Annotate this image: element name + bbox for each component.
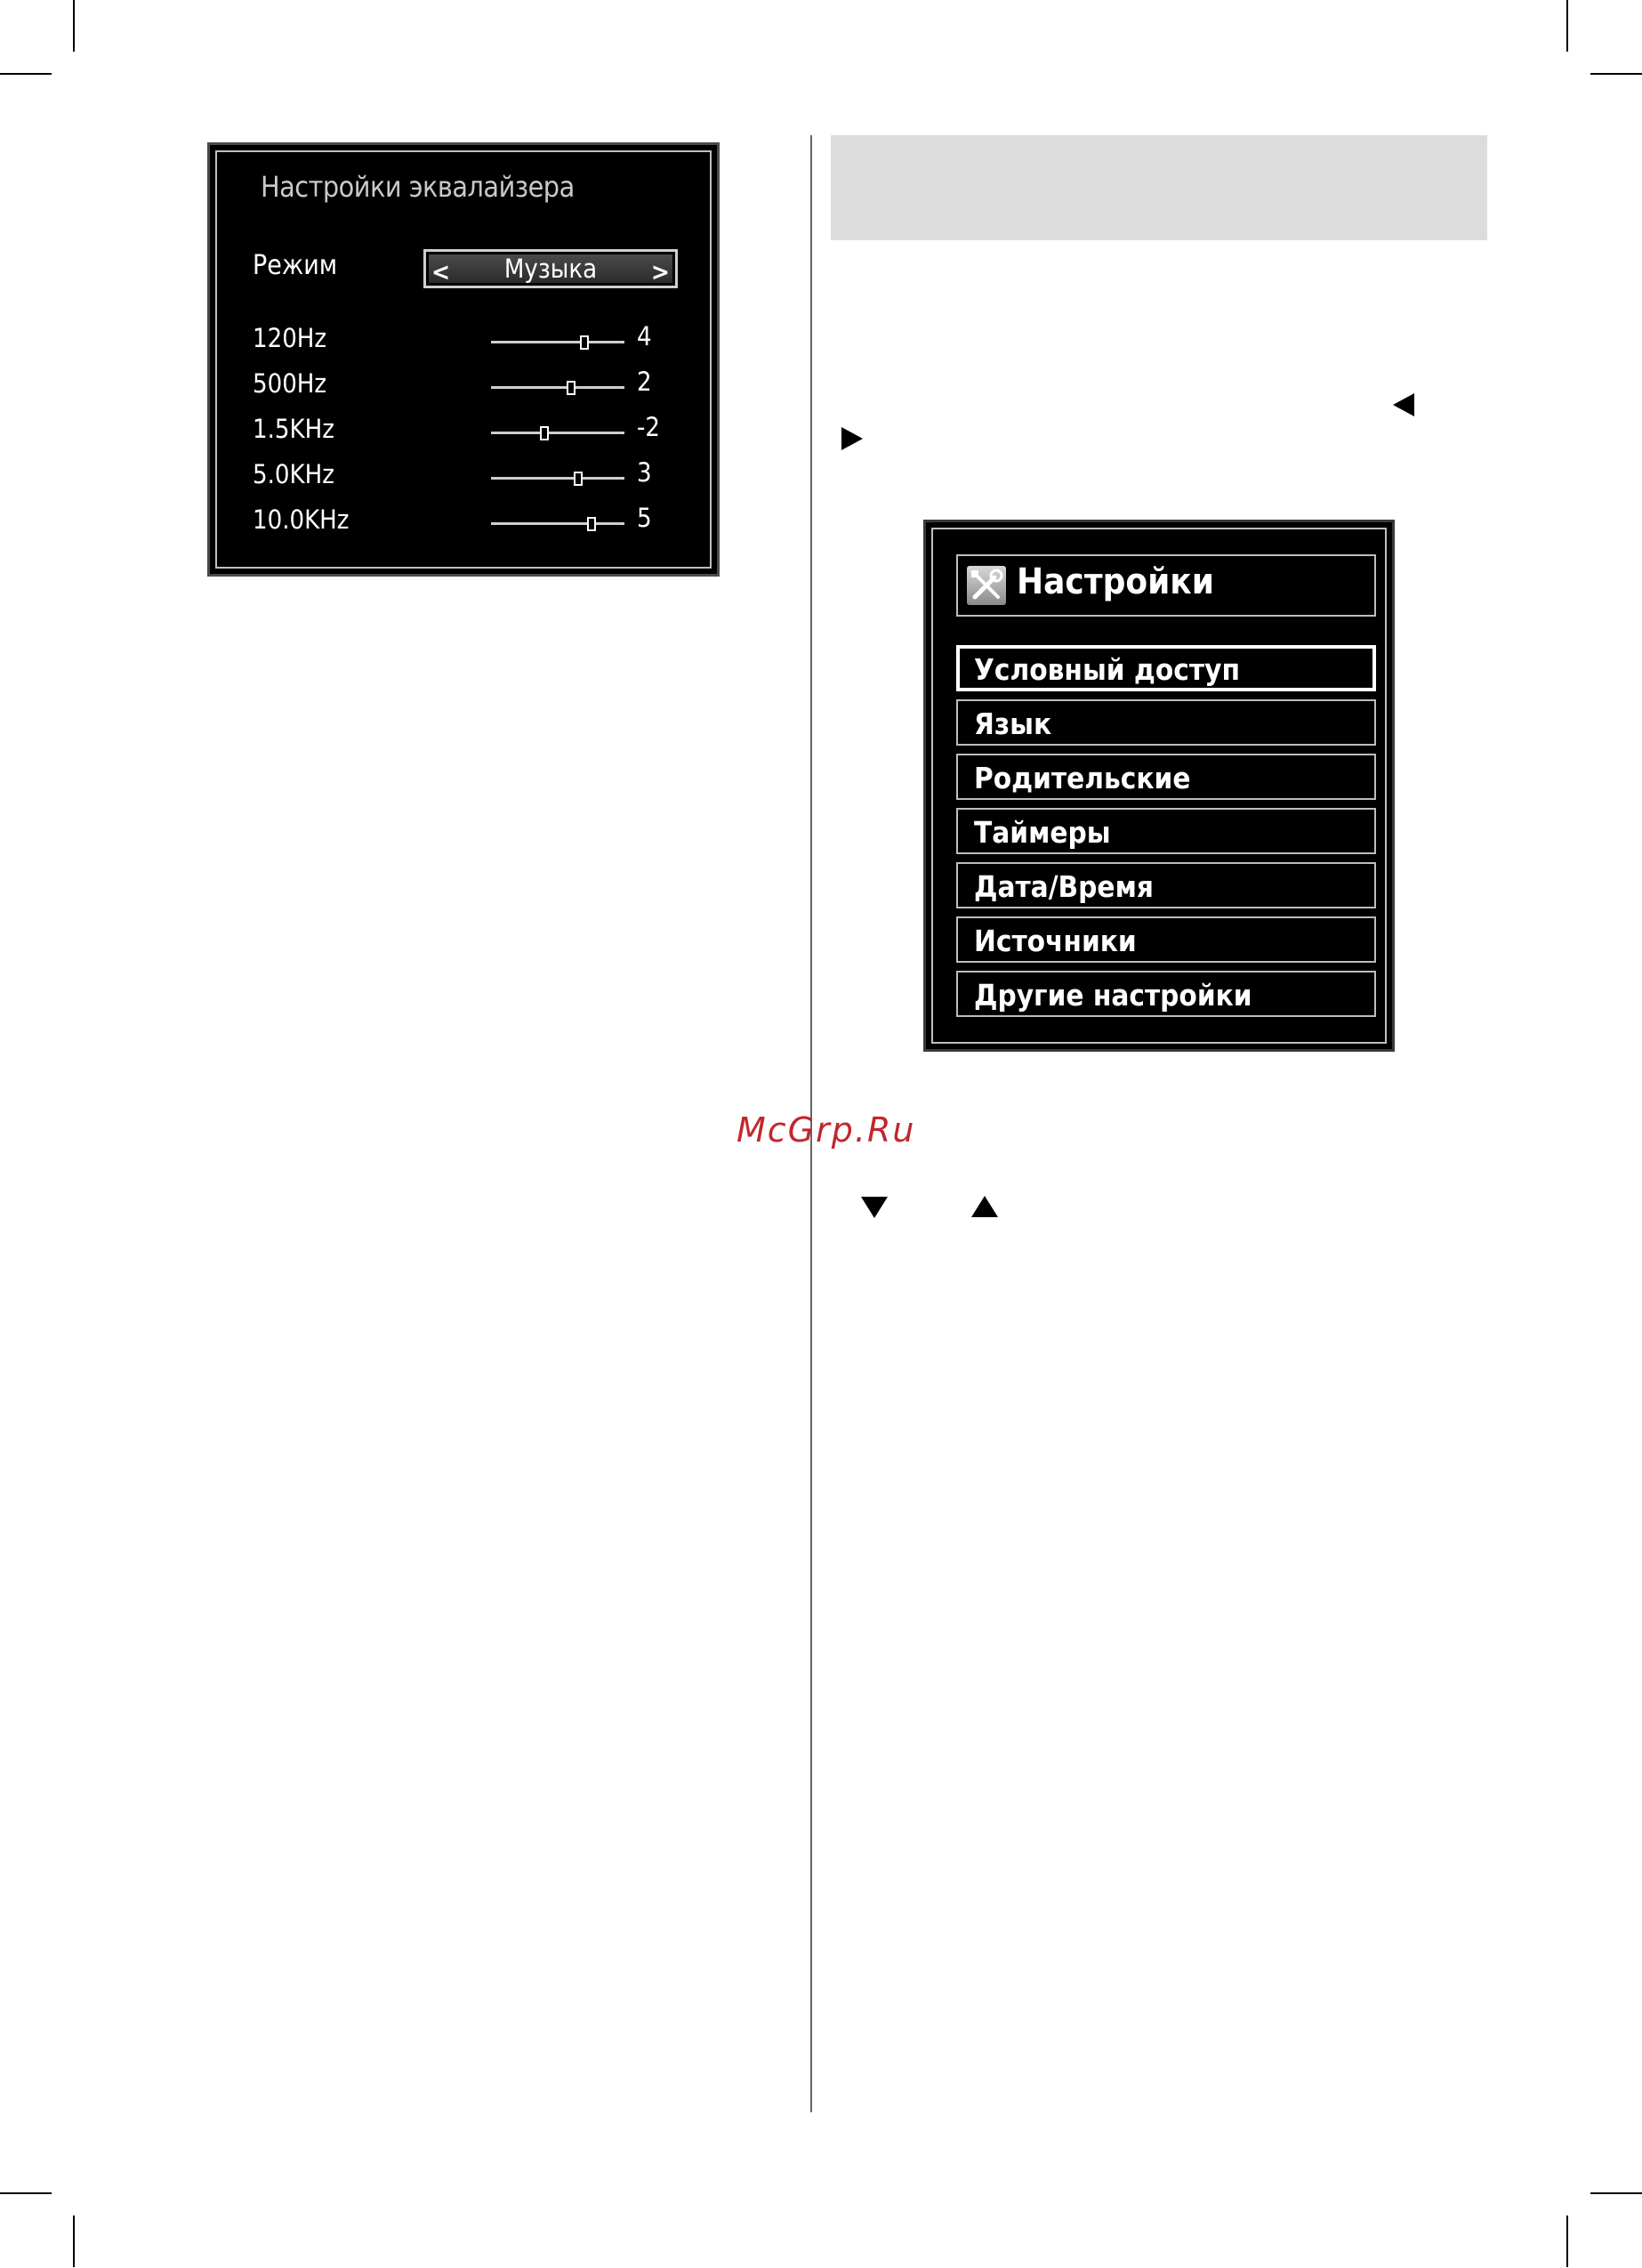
crop-mark	[73, 2216, 75, 2267]
slider-handle[interactable]	[574, 472, 583, 486]
menu-item-label: Дата/Время	[974, 869, 1154, 904]
arrow-up-icon	[971, 1196, 998, 1217]
menu-item[interactable]	[956, 699, 1376, 746]
band-value: 3	[637, 457, 652, 488]
band-slider[interactable]	[491, 386, 624, 389]
mode-selector[interactable]	[423, 249, 678, 288]
menu-item-label: Язык	[974, 706, 1052, 741]
slider-handle[interactable]	[567, 381, 576, 395]
menu-item[interactable]	[956, 808, 1376, 854]
menu-item[interactable]	[956, 754, 1376, 800]
band-label: 10.0KHz	[253, 504, 350, 535]
band-label: 500Hz	[253, 368, 327, 399]
band-value: -2	[637, 412, 661, 442]
settings-title-bar	[956, 554, 1376, 617]
band-slider[interactable]	[491, 477, 624, 480]
menu-item-label: Источники	[974, 924, 1137, 958]
crop-mark	[0, 2192, 52, 2194]
band-slider[interactable]	[491, 341, 624, 343]
mode-label: Режим	[253, 250, 338, 281]
band-slider[interactable]	[491, 522, 624, 525]
chevron-right-icon[interactable]: >	[650, 257, 670, 287]
band-value: 5	[637, 503, 652, 533]
crop-mark	[1566, 2216, 1568, 2267]
menu-item[interactable]	[956, 645, 1376, 691]
equalizer-title: Настройки эквалайзера	[261, 170, 575, 204]
band-label: 5.0KHz	[253, 459, 334, 489]
menu-item[interactable]	[956, 971, 1376, 1017]
slider-handle[interactable]	[580, 335, 589, 350]
crop-mark	[1590, 2192, 1642, 2194]
settings-menu-panel	[923, 520, 1395, 1052]
arrow-left-icon	[1393, 393, 1414, 416]
equalizer-panel	[207, 142, 720, 577]
settings-title: Настройки	[1017, 561, 1214, 602]
tools-icon	[967, 566, 1006, 605]
slider-handle[interactable]	[540, 426, 549, 440]
chevron-left-icon[interactable]: <	[431, 257, 451, 287]
crop-mark	[73, 0, 75, 52]
band-label: 1.5KHz	[253, 414, 334, 444]
crop-mark	[1590, 73, 1642, 75]
section-header-box	[831, 135, 1487, 240]
menu-item-label: Условный доступ	[974, 652, 1240, 687]
arrow-down-icon	[861, 1197, 888, 1218]
slider-handle[interactable]	[587, 517, 596, 531]
crop-mark	[0, 73, 52, 75]
arrow-right-icon	[841, 427, 863, 450]
watermark: McGrp.Ru	[736, 1110, 916, 1150]
band-slider[interactable]	[491, 432, 624, 434]
band-value: 2	[637, 367, 652, 397]
menu-item-label: Таймеры	[974, 815, 1111, 850]
mode-value: Музыка	[503, 254, 598, 284]
menu-item[interactable]	[956, 916, 1376, 963]
crop-mark	[1566, 0, 1568, 52]
band-label: 120Hz	[253, 323, 327, 353]
menu-item-label: Родительские	[974, 761, 1191, 795]
band-value: 4	[637, 321, 652, 351]
menu-item-label: Другие настройки	[974, 978, 1252, 1013]
menu-item[interactable]	[956, 862, 1376, 908]
